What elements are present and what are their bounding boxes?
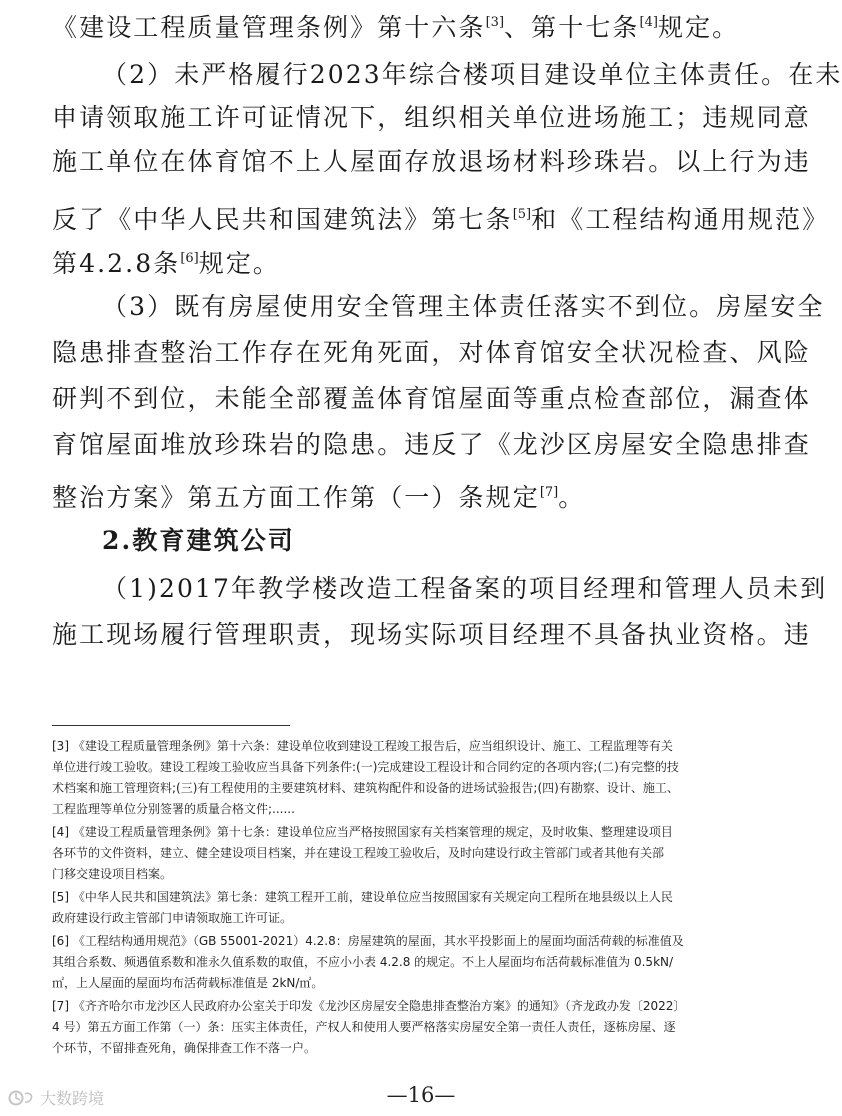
page-number: —16—	[386, 1083, 456, 1107]
body-line: 施工单位在体育馆不上人屋面存放退场材料珍珠岩。以上行为违	[52, 147, 811, 176]
body-line: 第4.2.8条[6]规定。	[52, 249, 281, 278]
footnote-line: 政府建设行政主管部门申请领取施工许可证。	[52, 911, 293, 925]
footnote-ref[interactable]: [6]	[180, 251, 199, 266]
footnote-line: [7] 《齐齐哈尔市龙沙区人民政府办公室关于印发《龙沙区房屋安全隐患排查整治方案》的通知》（齐龙政办发〔2022〕	[52, 999, 686, 1013]
body-line: （2）未严格履行2023年综合楼项目建设单位主体责任。在未	[102, 60, 842, 89]
footnote-line: 门移交建设项目档案。	[52, 867, 173, 881]
body-line: 《建设工程质量管理条例》第十六条[3]、第十七条[4]规定。	[52, 13, 740, 42]
body-line: （1)2017年教学楼改造工程备案的项目经理和管理人员未到	[102, 574, 828, 603]
watermark-text: 大数跨境	[40, 1089, 105, 1108]
section-heading: 2.教育建筑公司	[102, 526, 295, 555]
body-line: 隐患排查整治工作存在死角死面，对体育馆安全状况检查、风险	[52, 338, 811, 367]
footnote-line: 工程监理等单位分别签署的质量合格文件;......	[52, 802, 295, 816]
footnote-line: 4 号）第五方面工作第（一）条：压实主体责任，产权人和使用人要严格落实房屋安全第一责任人责任，逐栋房屋、逐	[52, 1020, 676, 1034]
footnote-line: [6] 《工程结构通用规范》（GB 55001-2021）4.2.8：房屋建筑的屋面，其水平投影面上的屋面均面活荷载的标准值及	[52, 934, 684, 948]
body-line: 研判不到位，未能全部覆盖体育馆屋面等重点检查部位，漏查体	[52, 384, 811, 413]
footnote-ref[interactable]: [5]	[512, 207, 532, 222]
footnote-line: 单位进行竣工验收。建设工程竣工验收应当具备下列条件:(一)完成建设工程设计和合同约定的各项内容;(二)有完整的技	[52, 760, 679, 774]
footnote-line: 个环节，不留排查死角，确保排查工作不落一户。	[52, 1041, 317, 1055]
body-line: 整治方案》第五方面工作第（一）条规定[7]。	[52, 483, 586, 512]
footnote-ref[interactable]: [3]	[485, 15, 505, 30]
body-line: 施工现场履行管理职责，现场实际项目经理不具备执业资格。违	[52, 620, 811, 649]
footnote-line: 术档案和施工管理资料;(三)有工程使用的主要建筑材料、建筑构配件和设备的进场试验报告;(四)有勘察、设计、施工、	[52, 781, 679, 795]
body-line: 申请领取施工许可证情况下，组织相关单位进场施工；违规同意	[52, 103, 811, 132]
footnote-ref[interactable]: [4]	[639, 15, 658, 30]
footnote-ref[interactable]: [7]	[539, 485, 559, 500]
watermark	[8, 1086, 104, 1109]
footnote-line: [3] 《建设工程质量管理条例》第十六条：建设单位收到建设工程竣工报告后，应当组织设计、施工、工程监理等有关	[52, 739, 673, 753]
footnote-divider	[52, 725, 290, 726]
footnote-line: [4] 《建设工程质量管理条例》第十七条：建设单位应当严格按照国家有关档案管理的规定，及时收集、整理建设项目	[52, 825, 673, 839]
footnote-line: 其组合系数、频遇值系数和准永久值系数的取值，不应小小表 4.2.8 的规定。不上人屋面均布活荷载标准值为 0.5kN/	[52, 955, 674, 969]
watermark-logo-icon	[8, 1089, 36, 1107]
body-line: （3）既有房屋使用安全管理主体责任落实不到位。房屋安全	[102, 292, 825, 321]
body-line: 反了《中华人民共和国建筑法》第七条[5]和《工程结构通用规范》	[52, 205, 830, 234]
footnote-line: [5] 《中华人民共和国建筑法》第七条：建筑工程开工前，建设单位应当按照国家有关规定向工程所在地县级以上人民	[52, 890, 673, 904]
footnote-line: 各环节的文件资料，建立、健全建设项目档案，并在建设工程竣工验收后，及时向建设行政主管部门或者其他有关部	[52, 846, 665, 860]
body-line: 育馆屋面堆放珍珠岩的隐患。违反了《龙沙区房屋安全隐患排查	[52, 430, 811, 459]
footnote-line: ㎡，上人屋面的屋面均布活荷载标准值是 2kN/㎡。	[52, 976, 324, 990]
